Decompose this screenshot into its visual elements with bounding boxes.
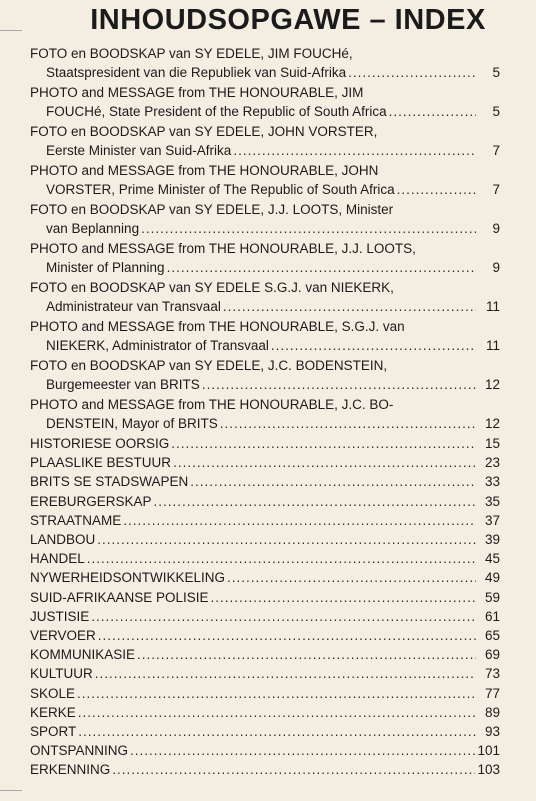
entry-title: KULTUUR: [30, 666, 93, 682]
page-number: 93: [484, 724, 500, 740]
page-number: 5: [492, 104, 500, 119]
dot-leader: [397, 180, 476, 199]
entry-title: KOMMUNIKASIE: [30, 647, 136, 663]
index-list: [30, 44, 500, 780]
entry-line: [30, 760, 500, 779]
dot-leader: [227, 568, 476, 587]
index-entry: [30, 161, 500, 199]
page-number: 12: [484, 377, 500, 392]
entry-subtitle: Administrateur van Transvaal: [46, 299, 221, 314]
entry-second-line: [30, 141, 500, 160]
entry-subtitle: VORSTER, Prime Minister of The Republic of South Africa: [46, 182, 395, 197]
entry-subtitle: Staatspresident van die Republiek van Suid-Afrika: [46, 65, 347, 80]
entry-subtitle: NIEKERK, Administrator of Transvaal: [46, 338, 269, 353]
page-number: 101: [477, 743, 500, 759]
entry-line: [30, 645, 500, 664]
entry-subtitle: Minister of Planning: [46, 260, 165, 275]
index-entry: [30, 607, 500, 626]
entry-second-line: [30, 258, 500, 277]
entry-title: FOTO en BOODSKAP van SY EDELE, JIM FOUCHé,: [30, 46, 353, 61]
dot-leader: [78, 703, 476, 722]
index-entry: [30, 317, 500, 355]
page-number: 65: [484, 628, 500, 644]
entry-subtitle: Eerste Minister van Suid-Afrika: [46, 143, 232, 158]
entry-title: HISTORIESE OORSIG: [30, 436, 170, 451]
entry-title: JUSTISIE: [30, 608, 90, 624]
entry-title: HANDEL: [30, 551, 85, 567]
index-entry: [30, 722, 500, 741]
dot-leader: [141, 219, 476, 238]
entry-title: SPORT: [30, 724, 77, 740]
entry-title: PHOTO and MESSAGE from THE HONOURABLE, J.J. LOOTS,: [30, 241, 416, 256]
page-number: 9: [492, 221, 500, 236]
entry-line: [30, 626, 500, 645]
entry-title: KERKE: [30, 704, 76, 720]
dot-leader: [154, 492, 476, 511]
entry-subtitle: van Beplanning: [46, 221, 140, 236]
dot-leader: [202, 375, 476, 394]
dot-leader: [78, 722, 476, 741]
entry-line: [30, 588, 500, 607]
entry-title: PHOTO and MESSAGE from THE HONOURABLE, JOHN: [30, 163, 379, 178]
entry-line: [30, 472, 500, 491]
entry-second-line: [30, 102, 500, 121]
entry-second-line: [30, 414, 500, 433]
index-entry: [30, 492, 500, 511]
dot-leader: [77, 684, 476, 703]
entry-title: FOTO en BOODSKAP van SY EDELE, J.J. LOOTS, Minister: [30, 202, 394, 217]
page-number: 49: [484, 570, 500, 586]
index-entry: [30, 356, 500, 394]
entry-second-line: [30, 63, 500, 82]
page-number: 33: [484, 474, 500, 490]
page-number: 7: [492, 182, 500, 197]
entry-title: BRITS SE STADSWAPEN: [30, 474, 189, 490]
index-entry: [30, 703, 500, 722]
dot-leader: [211, 588, 476, 607]
dot-leader: [87, 549, 476, 568]
page-number: 11: [485, 338, 500, 353]
index-entry: [30, 395, 500, 433]
dot-leader: [97, 530, 476, 549]
entry-title: ERKENNING: [30, 762, 111, 778]
index-entry: [30, 239, 500, 277]
entry-title: EREBURGERSKAP: [30, 493, 152, 509]
dot-leader: [348, 63, 476, 82]
page-number: 15: [484, 436, 500, 451]
entry-title: SKOLE: [30, 685, 76, 701]
index-entry: [30, 200, 500, 238]
dot-leader: [91, 607, 476, 626]
page-number: 69: [484, 647, 500, 663]
entry-second-line: [30, 375, 500, 394]
index-entry: [30, 741, 500, 760]
entry-title: PHOTO and MESSAGE from THE HONOURABLE, JIM: [30, 85, 364, 100]
entry-title: FOTO en BOODSKAP van SY EDELE, JOHN VORSTER,: [30, 124, 378, 139]
dot-leader: [137, 645, 476, 664]
entry-title: FOTO en BOODSKAP van SY EDELE, J.C. BODENSTEIN,: [30, 358, 388, 373]
entry-second-line: [30, 336, 500, 355]
entry-title: NYWERHEIDSONTWIKKELING: [30, 570, 226, 586]
entry-line: [30, 722, 500, 741]
page-number: 7: [492, 143, 500, 158]
entry-subtitle: DENSTEIN, Mayor of BRITS: [46, 416, 218, 431]
bilingual-entries: [30, 44, 500, 433]
section-entries: [30, 434, 500, 780]
page-number: 39: [484, 532, 500, 548]
entry-title: ONTSPANNING: [30, 743, 129, 759]
dot-leader: [173, 453, 476, 472]
entry-title: PHOTO and MESSAGE from THE HONOURABLE, J.C. BO-: [30, 397, 394, 412]
index-entry: [30, 645, 500, 664]
entry-line: [30, 511, 500, 530]
dot-leader: [223, 297, 476, 316]
page-number: 9: [492, 260, 500, 275]
index-entry: [30, 588, 500, 607]
index-entry: [30, 626, 500, 645]
page-number: 5: [492, 65, 500, 80]
entry-line: [30, 684, 500, 703]
dot-leader: [220, 414, 476, 433]
page-edge-mark-bottom: [0, 790, 22, 801]
index-entry: [30, 472, 500, 491]
dot-leader: [95, 664, 476, 683]
page-number: 103: [477, 762, 500, 778]
dot-leader: [130, 741, 475, 760]
entry-line: [30, 741, 500, 760]
dot-leader: [271, 336, 476, 355]
page-title: INHOUDSOPGAWE – INDEX: [90, 4, 486, 36]
index-entry: [30, 549, 500, 568]
page-number: 73: [484, 666, 500, 682]
dot-leader: [389, 102, 476, 121]
index-entry: [30, 684, 500, 703]
entry-line: [30, 568, 500, 587]
index-entry: [30, 434, 500, 453]
entry-subtitle: Burgemeester van BRITS: [46, 377, 200, 392]
index-entry: [30, 278, 500, 316]
index-entry: [30, 664, 500, 683]
entry-second-line: [30, 297, 500, 316]
index-entry: [30, 44, 500, 82]
dot-leader: [171, 434, 476, 453]
page-number: 12: [484, 416, 500, 431]
index-entry: [30, 568, 500, 587]
entry-line: [30, 664, 500, 683]
page-number: 45: [484, 551, 500, 567]
page-number: 11: [485, 299, 500, 314]
page-number: 61: [484, 608, 500, 624]
index-entry: [30, 530, 500, 549]
entry-line: [30, 434, 500, 453]
dot-leader: [112, 760, 475, 779]
dot-leader: [167, 258, 476, 277]
dot-leader: [190, 472, 476, 491]
entry-title: LANDBOU: [30, 532, 96, 548]
index-entry: [30, 453, 500, 472]
entry-title: VERVOER: [30, 628, 96, 644]
entry-line: [30, 453, 500, 472]
entry-title: FOTO en BOODSKAP van SY EDELE S.G.J. van NIEKERK,: [30, 280, 394, 295]
entry-title: PHOTO and MESSAGE from THE HONOURABLE, S.G.J. van: [30, 319, 405, 334]
page-number: 23: [484, 455, 500, 471]
dot-leader: [98, 626, 476, 645]
index-entry: [30, 122, 500, 160]
page-number: 37: [484, 512, 500, 528]
index-entry: [30, 511, 500, 530]
entry-title: STRAATNAME: [30, 512, 122, 528]
entry-line: [30, 607, 500, 626]
page-number: 77: [484, 685, 500, 701]
entry-line: [30, 549, 500, 568]
entry-subtitle: FOUCHé, State President of the Republic of South Africa: [46, 104, 387, 119]
page-number: 89: [484, 704, 500, 720]
index-entry: [30, 760, 500, 779]
entry-title: PLAASLIKE BESTUUR: [30, 455, 172, 471]
entry-second-line: [30, 219, 500, 238]
entry-line: [30, 492, 500, 511]
entry-second-line: [30, 180, 500, 199]
entry-title: SUID-AFRIKAANSE POLISIE: [30, 589, 209, 605]
page-number: 59: [484, 589, 500, 605]
dot-leader: [123, 511, 476, 530]
entry-line: [30, 703, 500, 722]
index-entry: [30, 83, 500, 121]
entry-line: [30, 530, 500, 549]
page-number: 35: [484, 493, 500, 509]
dot-leader: [233, 141, 476, 160]
